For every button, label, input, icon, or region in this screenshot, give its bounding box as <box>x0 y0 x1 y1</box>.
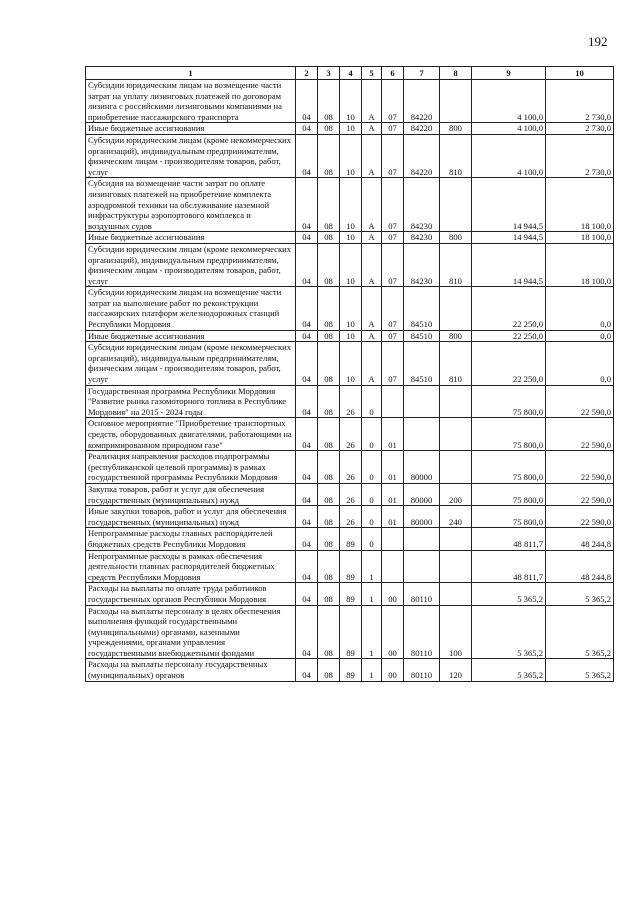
amount-col9: 22 250,0 <box>472 287 546 330</box>
code-event: 07 <box>382 80 404 123</box>
item-name: Субсидии юридическим лицам на возмещение части затрат на выполнение работ по реконструкции пассажирских платформ железнодорожных станций Республики Мордовия <box>86 287 296 330</box>
code-direction: 84220 <box>404 134 440 177</box>
item-name: Расходы на выплаты персоналу в целях обеспечения выполнения функций государственными (муниципальными) органами, казенными учреждениями, органами управления государственными внебюджетными фондами <box>86 605 296 659</box>
code-direction <box>404 385 440 418</box>
table-row <box>86 583 614 605</box>
code-subprogram: 0 <box>362 385 382 418</box>
item-name: Субсидии юридическим лицам (кроме некоммерческих организаций), индивидуальным предпринимателям, физическим лицам - производителям товаров, работ, услуг <box>86 342 296 385</box>
code-program: 26 <box>340 418 362 451</box>
code-subsection: 08 <box>318 287 340 330</box>
code-expense-type <box>440 287 472 330</box>
code-subprogram: А <box>362 232 382 244</box>
code-event <box>382 528 404 550</box>
code-program: 89 <box>340 583 362 605</box>
code-subprogram: А <box>362 330 382 342</box>
table-row <box>86 451 614 484</box>
code-section: 04 <box>296 659 318 681</box>
amount-col9: 22 250,0 <box>472 330 546 342</box>
item-name: Закупка товаров, работ и услуг для обеспечения государственных (муниципальных) нужд <box>86 483 296 505</box>
item-name: Иные бюджетные ассигнования <box>86 232 296 244</box>
code-event <box>382 550 404 583</box>
code-subsection: 08 <box>318 123 340 135</box>
code-subsection: 08 <box>318 232 340 244</box>
code-subprogram: 1 <box>362 659 382 681</box>
amount-col10: 2 730,0 <box>546 80 614 123</box>
budget-table <box>85 66 614 682</box>
table-row <box>86 506 614 528</box>
amount-col10: 0,0 <box>546 330 614 342</box>
code-section: 04 <box>296 80 318 123</box>
item-name: Расходы на выплаты по оплате труда работников государственных органов Республики Мордовия <box>86 583 296 605</box>
amount-col10: 22 590,0 <box>546 418 614 451</box>
code-subsection: 08 <box>318 451 340 484</box>
code-direction: 84510 <box>404 342 440 385</box>
header-cell: 2 <box>296 67 318 80</box>
code-program: 10 <box>340 178 362 232</box>
code-program: 26 <box>340 483 362 505</box>
code-subprogram: А <box>362 134 382 177</box>
code-event: 01 <box>382 506 404 528</box>
table-row <box>86 134 614 177</box>
item-name: Иные бюджетные ассигнования <box>86 330 296 342</box>
amount-col9: 75 800,0 <box>472 451 546 484</box>
code-direction <box>404 418 440 451</box>
table-row <box>86 342 614 385</box>
table-row <box>86 178 614 232</box>
code-subsection: 08 <box>318 134 340 177</box>
code-program: 10 <box>340 243 362 286</box>
amount-col9: 22 250,0 <box>472 342 546 385</box>
code-program: 26 <box>340 385 362 418</box>
code-subprogram: 1 <box>362 605 382 659</box>
amount-col10: 0,0 <box>546 287 614 330</box>
amount-col10: 18 100,0 <box>546 178 614 232</box>
item-name: Реализация направления расходов подпрограммы (республиканской целевой программы) в рамках государственной программы Республики Мордовия <box>86 451 296 484</box>
amount-col9: 5 365,2 <box>472 605 546 659</box>
table-row <box>86 528 614 550</box>
header-cell: 4 <box>340 67 362 80</box>
amount-col9: 14 944,5 <box>472 243 546 286</box>
amount-col9: 48 811,7 <box>472 528 546 550</box>
header-cell: 6 <box>382 67 404 80</box>
code-program: 26 <box>340 506 362 528</box>
table-row <box>86 287 614 330</box>
table-row <box>86 659 614 681</box>
code-event: 07 <box>382 342 404 385</box>
code-program: 10 <box>340 330 362 342</box>
code-subprogram: 0 <box>362 418 382 451</box>
amount-col10: 5 365,2 <box>546 605 614 659</box>
code-event: 00 <box>382 659 404 681</box>
item-name: Субсидия на возмещение части затрат по оплате лизинговых платежей на приобретение комплекта аэродромной техники на обслуживание наземной инфраструктуры аэропортового комплекса и воздушных судов <box>86 178 296 232</box>
code-subsection: 08 <box>318 506 340 528</box>
code-section: 04 <box>296 506 318 528</box>
amount-col10: 22 590,0 <box>546 451 614 484</box>
code-subsection: 08 <box>318 659 340 681</box>
code-section: 04 <box>296 605 318 659</box>
item-name: Субсидии юридическим лицам (кроме некоммерческих организаций), индивидуальным предпринимателям, физическим лицам - производителям товаров, работ, услуг <box>86 134 296 177</box>
amount-col9: 75 800,0 <box>472 506 546 528</box>
amount-col10: 0,0 <box>546 342 614 385</box>
amount-col9: 14 944,5 <box>472 178 546 232</box>
code-direction: 80000 <box>404 451 440 484</box>
code-expense-type <box>440 385 472 418</box>
code-direction: 80000 <box>404 506 440 528</box>
table-body <box>86 80 614 682</box>
code-subsection: 08 <box>318 605 340 659</box>
code-event: 00 <box>382 583 404 605</box>
table-row <box>86 550 614 583</box>
code-expense-type: 810 <box>440 134 472 177</box>
table-row <box>86 605 614 659</box>
code-section: 04 <box>296 134 318 177</box>
code-subsection: 08 <box>318 243 340 286</box>
code-expense-type: 800 <box>440 330 472 342</box>
amount-col10: 18 100,0 <box>546 243 614 286</box>
code-subsection: 08 <box>318 483 340 505</box>
code-program: 89 <box>340 528 362 550</box>
code-section: 04 <box>296 342 318 385</box>
code-program: 89 <box>340 659 362 681</box>
amount-col10: 22 590,0 <box>546 483 614 505</box>
code-expense-type <box>440 80 472 123</box>
code-section: 04 <box>296 287 318 330</box>
table-row <box>86 243 614 286</box>
code-expense-type <box>440 418 472 451</box>
table-row <box>86 232 614 244</box>
code-expense-type: 810 <box>440 243 472 286</box>
table-row <box>86 330 614 342</box>
amount-col9: 75 800,0 <box>472 418 546 451</box>
code-expense-type <box>440 583 472 605</box>
amount-col10: 22 590,0 <box>546 506 614 528</box>
code-subprogram: А <box>362 178 382 232</box>
code-program: 89 <box>340 550 362 583</box>
code-subprogram: 0 <box>362 506 382 528</box>
code-program: 10 <box>340 287 362 330</box>
code-direction: 84230 <box>404 178 440 232</box>
code-program: 89 <box>340 605 362 659</box>
code-expense-type <box>440 178 472 232</box>
item-name: Иные закупки товаров, работ и услуг для обеспечения государственных (муниципальных) нужд <box>86 506 296 528</box>
code-subprogram: 1 <box>362 583 382 605</box>
amount-col10: 48 244,8 <box>546 550 614 583</box>
code-direction: 84220 <box>404 123 440 135</box>
code-event: 01 <box>382 418 404 451</box>
code-program: 10 <box>340 134 362 177</box>
code-subsection: 08 <box>318 385 340 418</box>
code-direction <box>404 550 440 583</box>
code-direction: 80110 <box>404 659 440 681</box>
page-number: 192 <box>588 34 608 49</box>
code-subsection: 08 <box>318 583 340 605</box>
code-program: 10 <box>340 80 362 123</box>
code-section: 04 <box>296 330 318 342</box>
code-section: 04 <box>296 583 318 605</box>
item-name: Субсидии юридическим лицам на возмещение части затрат на уплату лизинговых платежей по договорам лизинга с российскими лизинговыми компаниями на приобретение пассажирского транспорта <box>86 80 296 123</box>
code-section: 04 <box>296 451 318 484</box>
code-direction: 84230 <box>404 243 440 286</box>
code-subsection: 08 <box>318 418 340 451</box>
code-subprogram: А <box>362 243 382 286</box>
code-program: 10 <box>340 232 362 244</box>
amount-col9: 48 811,7 <box>472 550 546 583</box>
amount-col9: 14 944,5 <box>472 232 546 244</box>
header-cell: 9 <box>472 67 546 80</box>
header-cell: 5 <box>362 67 382 80</box>
header-cell: 7 <box>404 67 440 80</box>
code-direction: 80110 <box>404 583 440 605</box>
code-section: 04 <box>296 418 318 451</box>
amount-col10: 48 244,8 <box>546 528 614 550</box>
code-direction: 84230 <box>404 232 440 244</box>
code-event: 01 <box>382 451 404 484</box>
code-program: 10 <box>340 123 362 135</box>
item-name: Непрограммные расходы в рамках обеспечения деятельности главных распорядителей бюджетных средств Республики Мордовия <box>86 550 296 583</box>
code-expense-type: 800 <box>440 123 472 135</box>
code-direction: 80110 <box>404 605 440 659</box>
code-subprogram: А <box>362 80 382 123</box>
code-section: 04 <box>296 385 318 418</box>
code-subsection: 08 <box>318 528 340 550</box>
code-event: 07 <box>382 330 404 342</box>
table-row <box>86 80 614 123</box>
code-expense-type: 120 <box>440 659 472 681</box>
header-row <box>86 67 614 80</box>
item-name: Основное мероприятие "Приобретение транспортных средств, оборудованных двигателями, работающими на компримированном природном газе" <box>86 418 296 451</box>
code-subsection: 08 <box>318 550 340 583</box>
code-section: 04 <box>296 243 318 286</box>
code-event: 07 <box>382 232 404 244</box>
code-expense-type: 100 <box>440 605 472 659</box>
amount-col10: 18 100,0 <box>546 232 614 244</box>
amount-col10: 5 365,2 <box>546 583 614 605</box>
code-expense-type: 800 <box>440 232 472 244</box>
code-expense-type <box>440 451 472 484</box>
code-subsection: 08 <box>318 330 340 342</box>
amount-col9: 4 100,0 <box>472 123 546 135</box>
amount-col9: 75 800,0 <box>472 385 546 418</box>
item-name: Непрограммные расходы главных распорядителей бюджетных средств Республики Мордовия <box>86 528 296 550</box>
header-cell: 8 <box>440 67 472 80</box>
amount-col10: 22 590,0 <box>546 385 614 418</box>
code-subprogram: А <box>362 123 382 135</box>
code-subsection: 08 <box>318 342 340 385</box>
code-expense-type: 810 <box>440 342 472 385</box>
code-section: 04 <box>296 528 318 550</box>
code-section: 04 <box>296 178 318 232</box>
amount-col10: 2 730,0 <box>546 134 614 177</box>
amount-col9: 75 800,0 <box>472 483 546 505</box>
code-event: 00 <box>382 605 404 659</box>
item-name: Иные бюджетные ассигнования <box>86 123 296 135</box>
table-row <box>86 385 614 418</box>
code-section: 04 <box>296 550 318 583</box>
code-expense-type <box>440 528 472 550</box>
code-event: 01 <box>382 483 404 505</box>
code-expense-type: 240 <box>440 506 472 528</box>
table-row <box>86 418 614 451</box>
code-direction <box>404 528 440 550</box>
amount-col9: 4 100,0 <box>472 134 546 177</box>
code-direction: 84510 <box>404 330 440 342</box>
code-program: 26 <box>340 451 362 484</box>
item-name: Государственная программа Республики Мордовия "Развитие рынка газомоторного топлива в Республике Мордовия" на 2015 - 2024 годы <box>86 385 296 418</box>
code-section: 04 <box>296 123 318 135</box>
code-program: 10 <box>340 342 362 385</box>
code-direction: 84220 <box>404 80 440 123</box>
code-subprogram: 0 <box>362 483 382 505</box>
code-direction: 84510 <box>404 287 440 330</box>
code-event: 07 <box>382 123 404 135</box>
amount-col9: 4 100,0 <box>472 80 546 123</box>
code-expense-type: 200 <box>440 483 472 505</box>
code-subprogram: 0 <box>362 528 382 550</box>
item-name: Расходы на выплаты персоналу государственных (муниципальных) органов <box>86 659 296 681</box>
table-row <box>86 483 614 505</box>
code-subsection: 08 <box>318 178 340 232</box>
code-event: 07 <box>382 287 404 330</box>
code-subsection: 08 <box>318 80 340 123</box>
code-section: 04 <box>296 483 318 505</box>
amount-col10: 5 365,2 <box>546 659 614 681</box>
code-expense-type <box>440 550 472 583</box>
item-name: Субсидии юридическим лицам (кроме некоммерческих организаций), индивидуальным предпринимателям, физическим лицам - производителям товаров, работ, услуг <box>86 243 296 286</box>
code-event: 07 <box>382 243 404 286</box>
header-cell: 3 <box>318 67 340 80</box>
code-subprogram: А <box>362 342 382 385</box>
code-subprogram: А <box>362 287 382 330</box>
code-direction: 80000 <box>404 483 440 505</box>
code-event: 07 <box>382 134 404 177</box>
header-cell: 10 <box>546 67 614 80</box>
code-event: 07 <box>382 178 404 232</box>
amount-col10: 2 730,0 <box>546 123 614 135</box>
code-event <box>382 385 404 418</box>
header-cell: 1 <box>86 67 296 80</box>
table-row <box>86 123 614 135</box>
code-subprogram: 1 <box>362 550 382 583</box>
amount-col9: 5 365,2 <box>472 659 546 681</box>
code-section: 04 <box>296 232 318 244</box>
amount-col9: 5 365,2 <box>472 583 546 605</box>
code-subprogram: 0 <box>362 451 382 484</box>
